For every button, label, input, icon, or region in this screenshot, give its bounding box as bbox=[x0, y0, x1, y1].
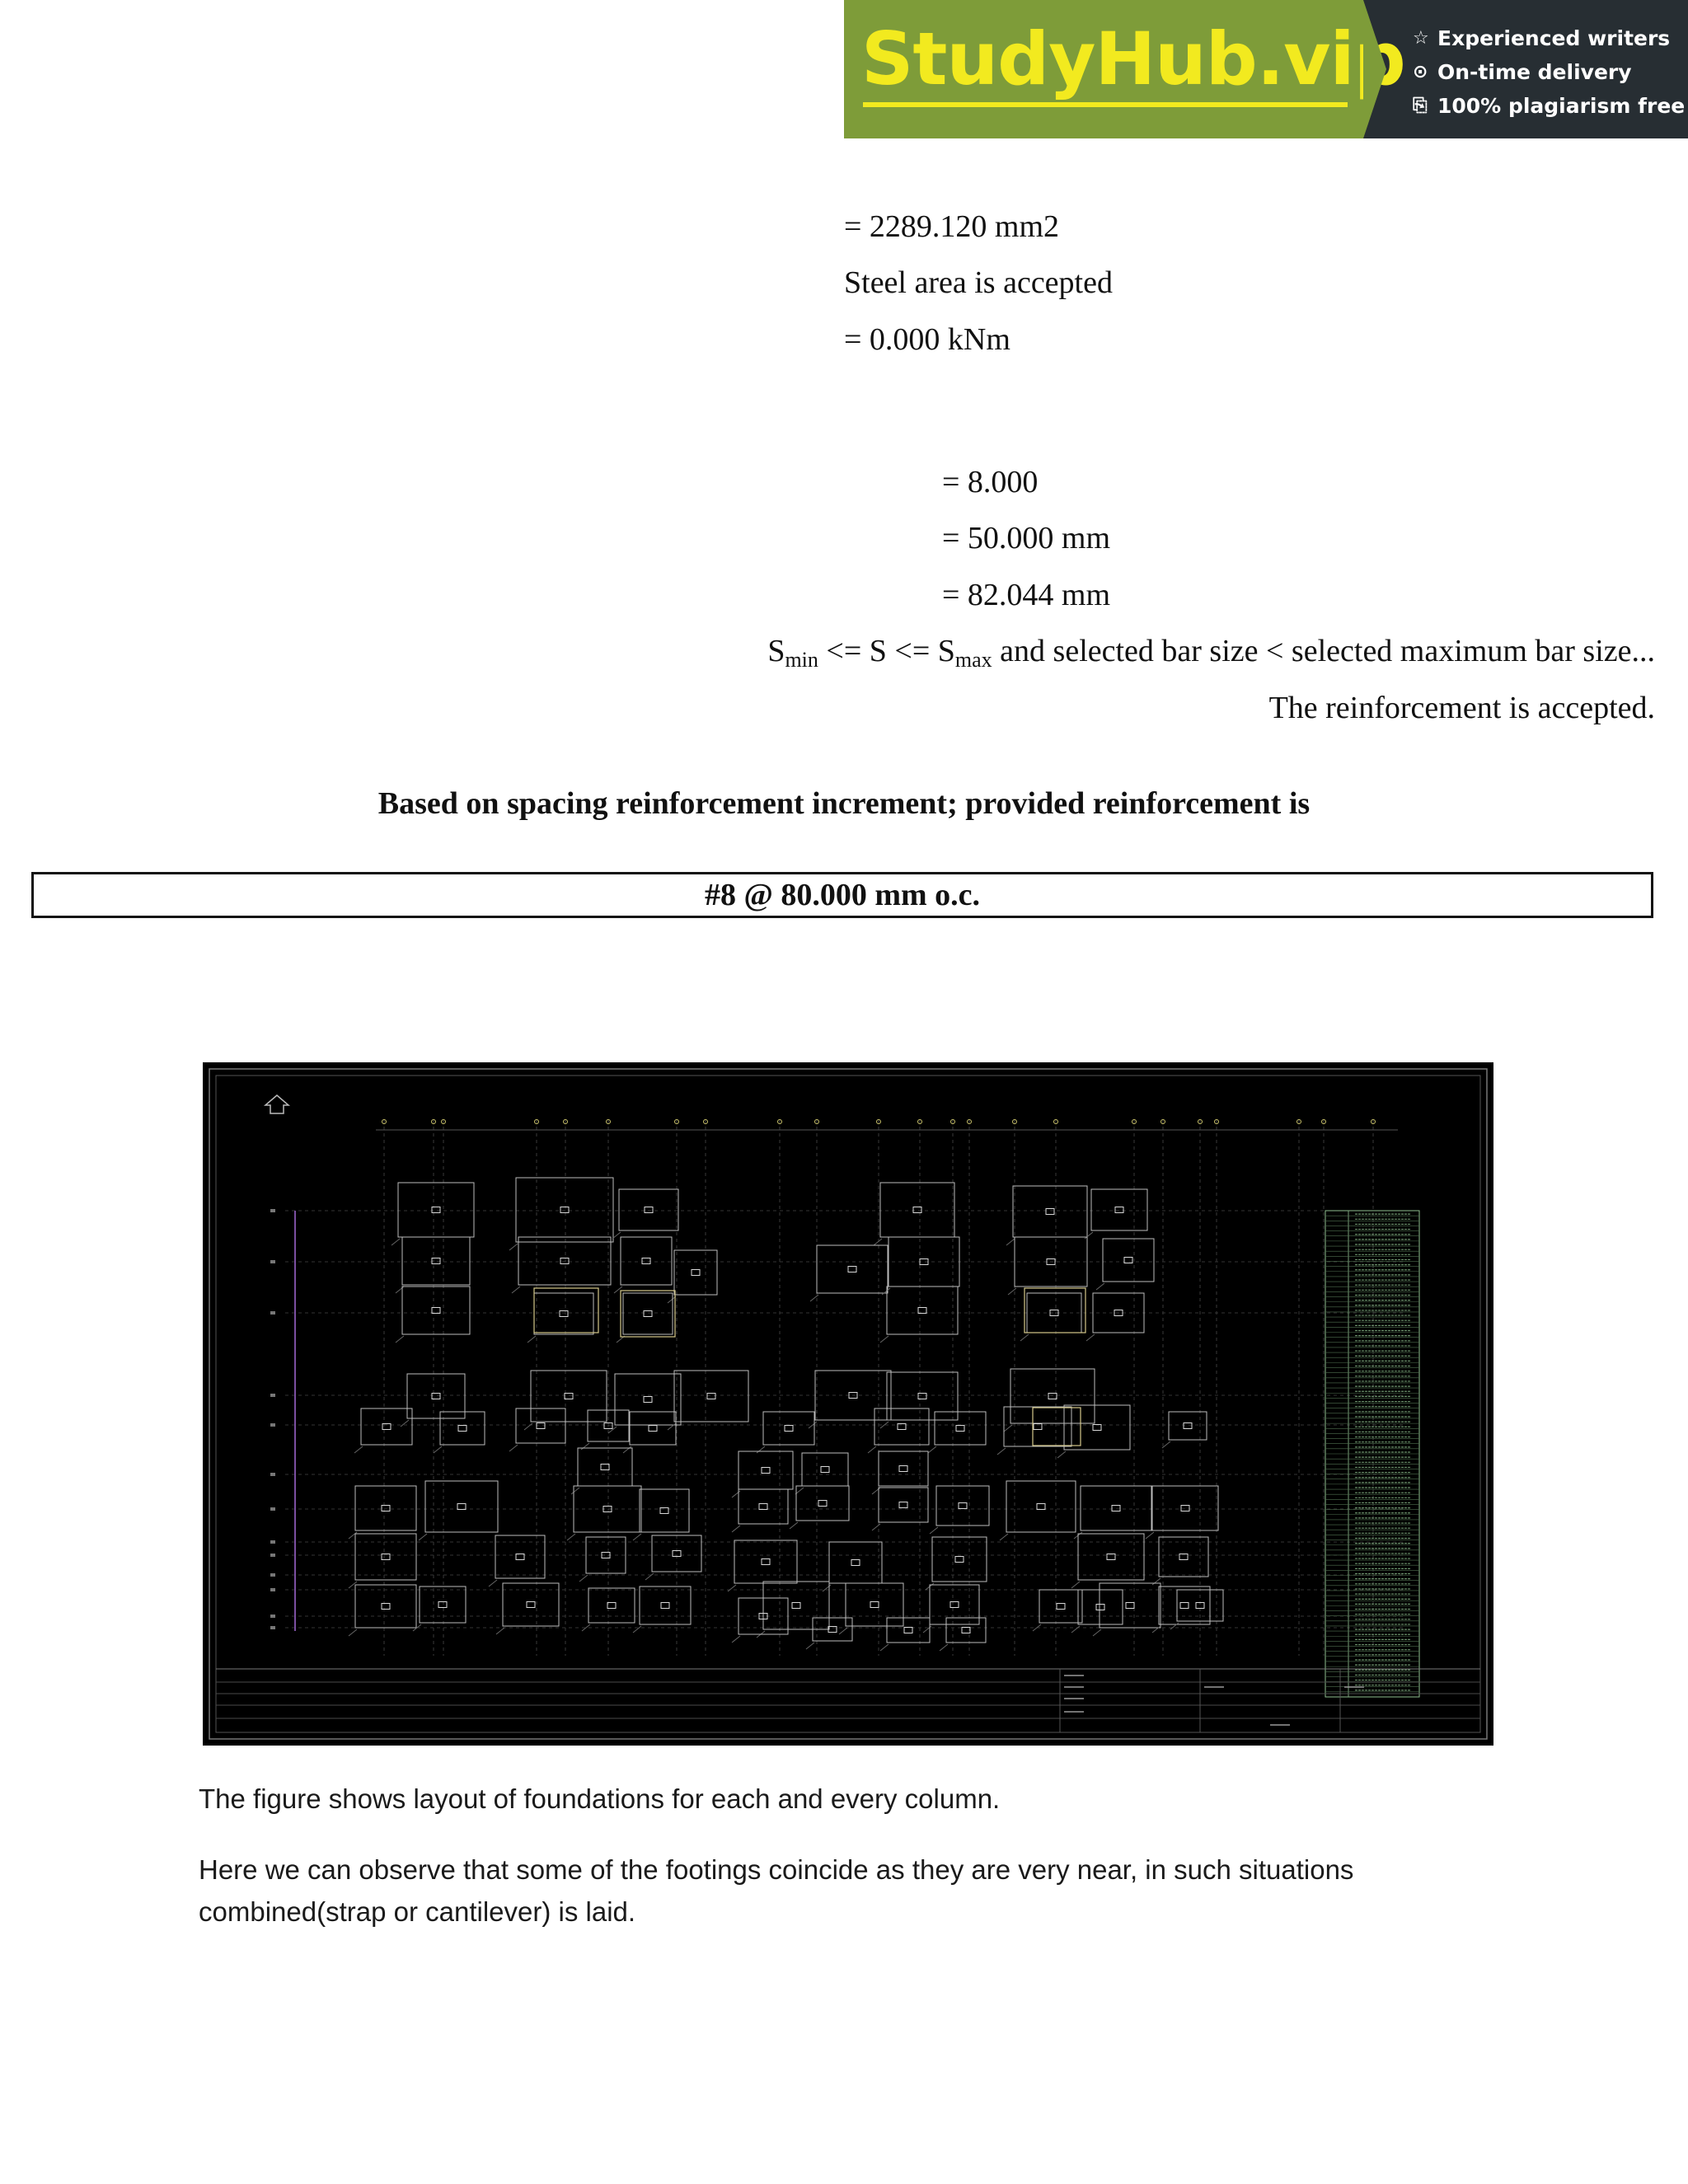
column-marker bbox=[382, 1506, 390, 1511]
column-marker bbox=[792, 1603, 800, 1609]
column-marker bbox=[950, 1602, 959, 1608]
column-marker bbox=[527, 1602, 535, 1608]
footing-outline bbox=[1091, 1189, 1147, 1230]
column-marker bbox=[870, 1602, 879, 1608]
leader-line bbox=[512, 1286, 520, 1293]
footing-outline bbox=[1013, 1186, 1087, 1237]
footing-outline bbox=[615, 1374, 681, 1425]
footing-outline bbox=[1027, 1293, 1081, 1333]
grid-bubble bbox=[270, 1626, 275, 1629]
governing-moment-value: = 0.000 kNm bbox=[844, 322, 1010, 357]
leader-line bbox=[880, 1336, 889, 1343]
leader-line bbox=[1020, 1334, 1029, 1341]
leader-line bbox=[396, 1336, 404, 1343]
column-marker bbox=[821, 1467, 829, 1473]
leader-line bbox=[930, 1527, 938, 1534]
column-marker bbox=[560, 1311, 568, 1317]
leader-line bbox=[757, 1446, 765, 1453]
footing-outline bbox=[1039, 1590, 1082, 1623]
footing-outline bbox=[402, 1237, 470, 1285]
leader-line bbox=[1152, 1626, 1160, 1633]
grid-bubble bbox=[270, 1540, 275, 1544]
leader-line bbox=[668, 1423, 676, 1430]
spacing-check-text: $S_{min} <= S <= S_{max}$ and selected bar size < selected maximum bar size... bbox=[767, 634, 1655, 672]
footing-outline bbox=[946, 1618, 986, 1643]
banner-chevron bbox=[1363, 0, 1386, 138]
footing-group bbox=[349, 1178, 1223, 1651]
min-spacing-value: = 50.000 mm bbox=[942, 521, 1111, 555]
leader-line bbox=[528, 1336, 536, 1343]
north-arrow-icon bbox=[265, 1095, 288, 1113]
column-marker bbox=[1112, 1506, 1120, 1511]
feature-experienced-writers bbox=[1413, 21, 1688, 55]
column-marker bbox=[1115, 1207, 1123, 1213]
footing-outline bbox=[1169, 1412, 1207, 1440]
leader-line bbox=[1093, 1629, 1101, 1636]
provided-result-box bbox=[31, 872, 1653, 918]
footing-outline bbox=[674, 1371, 748, 1422]
column-marker bbox=[959, 1503, 967, 1509]
footing-outline bbox=[817, 1245, 888, 1293]
footing-outline bbox=[887, 1286, 958, 1334]
leader-line bbox=[581, 1443, 589, 1450]
studyhub-logo: StudyHub.vip bbox=[861, 16, 1405, 101]
column-marker bbox=[457, 1504, 466, 1510]
grid-bubble bbox=[270, 1615, 275, 1618]
copy-icon: ⎘ bbox=[1413, 96, 1428, 116]
column-marker bbox=[692, 1270, 700, 1276]
feature-text: On-time delivery bbox=[1437, 60, 1632, 84]
leader-line bbox=[1146, 1532, 1154, 1539]
column-marker bbox=[818, 1501, 827, 1507]
studyhub-banner[interactable] bbox=[844, 0, 1688, 138]
column-marker bbox=[560, 1258, 569, 1264]
leader-line bbox=[732, 1636, 740, 1643]
foundation-layout-svg bbox=[203, 1062, 1493, 1746]
column-marker bbox=[649, 1426, 657, 1432]
leader-line bbox=[579, 1575, 588, 1582]
footing-outline bbox=[355, 1534, 416, 1580]
combined-footing-outline bbox=[1033, 1408, 1081, 1446]
logo-underline bbox=[863, 102, 1348, 107]
clock-icon: ⊙ bbox=[1413, 62, 1428, 82]
footing-outline bbox=[935, 1412, 986, 1445]
column-marker bbox=[644, 1397, 652, 1403]
grid-bubble bbox=[270, 1311, 275, 1315]
column-marker bbox=[707, 1394, 715, 1399]
column-marker bbox=[762, 1468, 770, 1474]
leader-line bbox=[1152, 1578, 1160, 1585]
footing-outline bbox=[829, 1542, 882, 1583]
leader-line bbox=[940, 1644, 948, 1651]
leader-line bbox=[571, 1488, 579, 1494]
footing-outline bbox=[1159, 1537, 1208, 1577]
leader-line bbox=[1086, 1334, 1095, 1341]
column-marker bbox=[1037, 1504, 1045, 1510]
column-marker bbox=[1096, 1605, 1104, 1610]
leader-line bbox=[928, 1446, 936, 1453]
footing-outline bbox=[1064, 1405, 1130, 1450]
footing-outline bbox=[425, 1481, 498, 1532]
footing-outline bbox=[586, 1537, 626, 1573]
footing-outline bbox=[887, 1372, 958, 1420]
footing-outline bbox=[623, 1293, 673, 1334]
footing-outline bbox=[518, 1237, 611, 1285]
column-marker bbox=[645, 1207, 653, 1213]
feature-text: 100% plagiarism free bbox=[1437, 94, 1686, 118]
leader-line bbox=[567, 1534, 575, 1540]
column-marker bbox=[644, 1311, 652, 1317]
leader-line bbox=[1006, 1239, 1015, 1245]
footing-outline bbox=[763, 1582, 829, 1629]
column-marker bbox=[785, 1426, 793, 1432]
footing-outline bbox=[734, 1540, 797, 1583]
column-marker bbox=[904, 1628, 912, 1633]
leader-line bbox=[839, 1628, 847, 1634]
leader-line bbox=[623, 1446, 631, 1453]
leader-line bbox=[1085, 1232, 1093, 1239]
banner-logo-area bbox=[844, 0, 1405, 138]
leader-line bbox=[509, 1445, 518, 1451]
column-marker bbox=[661, 1603, 669, 1609]
leader-line bbox=[1057, 1451, 1066, 1458]
grid-lines bbox=[270, 1120, 1406, 1657]
leader-line bbox=[728, 1585, 736, 1591]
footing-outline bbox=[674, 1250, 717, 1295]
column-marker bbox=[1126, 1603, 1134, 1609]
leader-line bbox=[401, 1420, 409, 1427]
footing-outline bbox=[1006, 1481, 1076, 1532]
leader-line bbox=[732, 1526, 740, 1532]
title-block bbox=[216, 1669, 1480, 1732]
provided-result: #8 @ 80.000 mm o.c. bbox=[704, 878, 981, 912]
footing-outline bbox=[738, 1451, 793, 1489]
footing-outline bbox=[630, 1412, 676, 1445]
leader-line bbox=[524, 1423, 532, 1430]
footing-outline bbox=[640, 1489, 689, 1532]
leader-line bbox=[434, 1446, 442, 1453]
column-marker bbox=[1057, 1604, 1065, 1610]
column-marker bbox=[955, 1557, 964, 1563]
leader-line bbox=[489, 1580, 497, 1586]
footing-outline bbox=[796, 1486, 849, 1521]
footing-outline bbox=[516, 1408, 565, 1443]
column-marker bbox=[956, 1426, 964, 1432]
footing-outline bbox=[930, 1585, 979, 1624]
column-marker bbox=[560, 1207, 569, 1213]
footing-outline bbox=[936, 1486, 989, 1526]
column-marker bbox=[848, 1267, 856, 1272]
grid-bubble bbox=[270, 1588, 275, 1591]
column-marker bbox=[1180, 1603, 1189, 1609]
feature-plagiarism-free bbox=[1413, 89, 1688, 123]
footing-outline bbox=[802, 1453, 848, 1486]
grid-bubble bbox=[270, 1507, 275, 1511]
footing-outline bbox=[398, 1183, 474, 1237]
column-marker bbox=[1181, 1506, 1189, 1511]
footing-outline bbox=[879, 1488, 928, 1522]
grid-bubble bbox=[270, 1423, 275, 1427]
leader-line bbox=[1071, 1626, 1080, 1633]
leader-line bbox=[633, 1626, 641, 1633]
leader-line bbox=[392, 1239, 400, 1245]
footing-outline bbox=[1010, 1369, 1095, 1423]
figure-caption: The figure shows layout of foundations for each and every column. bbox=[199, 1783, 1001, 1814]
footing-outline bbox=[531, 1371, 607, 1422]
grid-bubble bbox=[270, 1394, 275, 1397]
footing-outline bbox=[738, 1489, 788, 1524]
leader-line bbox=[509, 1244, 518, 1250]
footing-outline bbox=[887, 1618, 930, 1643]
footing-outline bbox=[516, 1178, 613, 1242]
footing-outline bbox=[880, 1183, 954, 1237]
bar-dia-value: = 8.000 bbox=[942, 465, 1039, 499]
column-marker bbox=[762, 1559, 770, 1565]
leader-line bbox=[1000, 1534, 1008, 1540]
leader-line bbox=[874, 1239, 882, 1245]
leader-line bbox=[419, 1534, 427, 1540]
provided-area-value: = 2289.120 mm2 bbox=[844, 209, 1060, 244]
footing-outline bbox=[1081, 1486, 1151, 1530]
leader-line bbox=[349, 1629, 357, 1636]
banner-features bbox=[1363, 0, 1688, 138]
footing-outline bbox=[588, 1588, 635, 1623]
grid-bubble bbox=[270, 1260, 275, 1263]
leader-line bbox=[997, 1448, 1006, 1455]
leader-line bbox=[496, 1628, 504, 1634]
footing-outline bbox=[578, 1448, 632, 1486]
column-marker bbox=[759, 1504, 767, 1510]
column-marker bbox=[899, 1466, 907, 1472]
leader-line bbox=[806, 1643, 814, 1649]
explanation-paragraph: Here we can observe that some of the footings coincide as they are very near, in such situations combined(strap or cantilever) is laid. bbox=[199, 1854, 1354, 1927]
leader-line bbox=[882, 1288, 890, 1295]
grid-bubble bbox=[270, 1573, 275, 1577]
footing-outline bbox=[621, 1237, 672, 1285]
footing-outline bbox=[763, 1412, 814, 1445]
footing-outline bbox=[619, 1189, 678, 1230]
column-marker bbox=[1184, 1423, 1192, 1429]
leader-line bbox=[645, 1573, 654, 1580]
footing-outline bbox=[440, 1412, 485, 1445]
selected-spacing-value: = 82.044 mm bbox=[942, 578, 1111, 612]
column-marker bbox=[642, 1258, 650, 1264]
column-marker bbox=[382, 1604, 390, 1610]
footing-outline bbox=[361, 1408, 412, 1445]
footing-schedule-table bbox=[1325, 1211, 1419, 1697]
provided-heading: Based on spacing reinforcement increment; provided reinforcement is bbox=[377, 786, 1311, 821]
footing-outline bbox=[1004, 1407, 1071, 1446]
footing-outline bbox=[1103, 1239, 1154, 1282]
column-marker bbox=[899, 1502, 907, 1508]
feature-text: Experienced writers bbox=[1437, 26, 1671, 50]
column-marker bbox=[851, 1560, 860, 1566]
footing-outline bbox=[355, 1486, 416, 1530]
footing-outline bbox=[652, 1535, 701, 1572]
column-marker bbox=[537, 1423, 545, 1429]
footing-outline bbox=[640, 1586, 691, 1624]
footing-outline bbox=[534, 1293, 593, 1334]
footing-outline bbox=[1078, 1590, 1123, 1624]
grid-bubble bbox=[270, 1473, 275, 1476]
feature-on-time-delivery bbox=[1413, 55, 1688, 89]
footing-outline bbox=[879, 1451, 928, 1486]
star-icon: ☆ bbox=[1413, 28, 1429, 49]
grid-bubble bbox=[270, 1554, 275, 1557]
column-marker bbox=[1093, 1425, 1101, 1431]
footing-outline bbox=[420, 1586, 466, 1623]
leader-line bbox=[790, 1522, 798, 1529]
area-check-value: Steel area is accepted bbox=[844, 265, 1113, 300]
footing-outline bbox=[1152, 1486, 1218, 1530]
leader-line bbox=[1170, 1623, 1179, 1629]
leader-line bbox=[1071, 1582, 1080, 1588]
column-marker bbox=[438, 1602, 447, 1608]
footing-outline bbox=[1159, 1586, 1210, 1624]
grid-bubble bbox=[270, 1209, 275, 1212]
leader-line bbox=[1096, 1283, 1104, 1290]
drawing-border bbox=[209, 1069, 1487, 1739]
leader-line bbox=[354, 1446, 363, 1453]
leader-line bbox=[1004, 1425, 1012, 1432]
leader-line bbox=[633, 1534, 641, 1540]
leader-line bbox=[868, 1446, 876, 1453]
foundation-layout-drawing bbox=[203, 1062, 1493, 1746]
combined-footing-outline bbox=[621, 1291, 675, 1337]
column-marker bbox=[1046, 1209, 1054, 1215]
column-marker bbox=[458, 1426, 467, 1432]
accepted-text: The reinforcement is accepted. bbox=[1268, 691, 1655, 725]
footing-outline bbox=[402, 1286, 470, 1334]
footing-outline bbox=[355, 1585, 416, 1628]
leader-line bbox=[880, 1644, 889, 1651]
drawing-inner-border bbox=[216, 1076, 1480, 1732]
